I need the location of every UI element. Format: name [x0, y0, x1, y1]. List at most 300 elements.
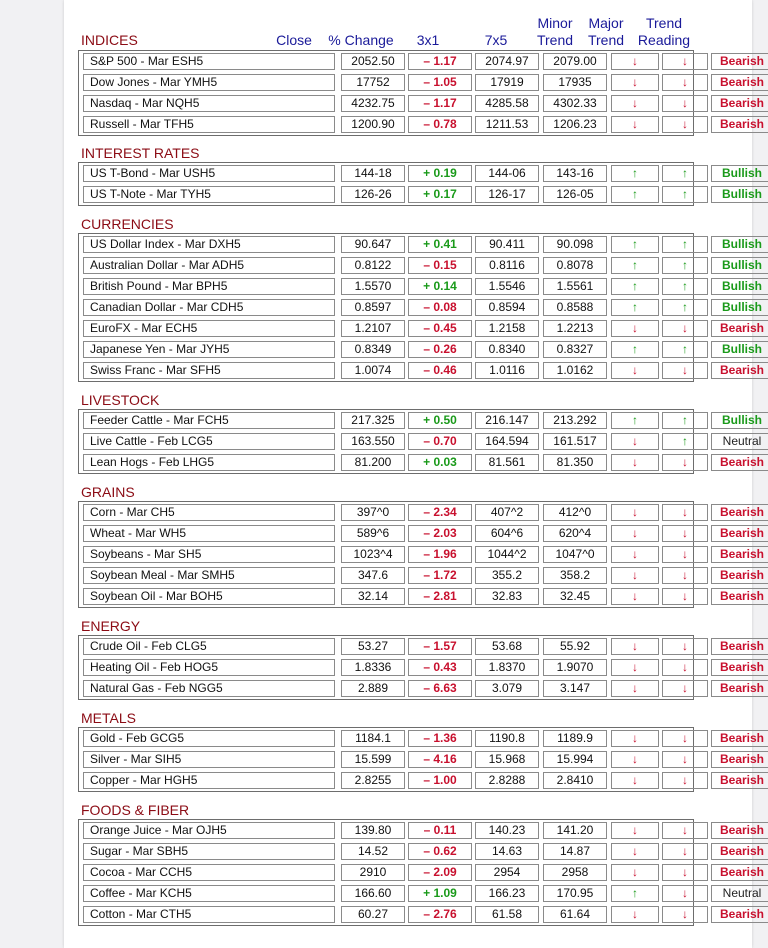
table-row: [79, 728, 765, 749]
three-by-one-value: 1.5546: [475, 278, 539, 295]
section-table-foods-fiber: [78, 819, 765, 926]
three-by-one-value: 164.594: [475, 433, 539, 450]
up-arrow-icon: ↑: [682, 300, 688, 314]
up-arrow-icon: ↑: [632, 279, 638, 293]
major-trend-cell: [662, 320, 708, 337]
contract-name: Dow Jones - Mar YMH5: [83, 74, 335, 91]
pct-change-value: – 0.26: [408, 341, 472, 358]
up-arrow-icon: ↑: [632, 237, 638, 251]
table-row: [79, 820, 765, 841]
three-by-one-value: 53.68: [475, 638, 539, 655]
major-trend-cell: [662, 53, 708, 70]
major-trend-cell: [662, 454, 708, 471]
close-value: 347.6: [341, 567, 405, 584]
close-value: 397^0: [341, 504, 405, 521]
seven-by-five-value: 2.8410: [543, 772, 607, 789]
table-row: [79, 339, 762, 360]
minor-trend-cell: [611, 278, 659, 295]
table-row: [79, 749, 765, 770]
table-row: [79, 841, 765, 862]
down-arrow-icon: ↓: [632, 455, 638, 469]
minor-trend-cell: [611, 504, 659, 521]
up-arrow-icon: ↑: [632, 166, 638, 180]
seven-by-five-value: 213.292: [543, 412, 607, 429]
down-arrow-icon: ↓: [682, 75, 688, 89]
pct-change-value: – 2.34: [408, 504, 472, 521]
table-row: [79, 360, 765, 381]
three-by-one-value: 2954: [475, 864, 539, 881]
pct-change-value: – 1.05: [408, 74, 472, 91]
three-by-one-value: 407^2: [475, 504, 539, 521]
close-value: 90.647: [341, 236, 405, 253]
down-arrow-icon: ↓: [632, 865, 638, 879]
three-by-one-value: 15.968: [475, 751, 539, 768]
down-arrow-icon: ↓: [682, 589, 688, 603]
minor-trend-cell: [611, 730, 659, 747]
pct-change-value: – 6.63: [408, 680, 472, 697]
down-arrow-icon: ↓: [682, 639, 688, 653]
contract-name: EuroFX - Mar ECH5: [83, 320, 335, 337]
minor-trend-cell: [611, 638, 659, 655]
up-arrow-icon: ↑: [682, 237, 688, 251]
close-value: 144-18: [341, 165, 405, 182]
seven-by-five-value: 2958: [543, 864, 607, 881]
contract-name: Coffee - Mar KCH5: [83, 885, 335, 902]
major-trend-cell: [662, 843, 708, 860]
major-trend-cell: [662, 433, 708, 450]
close-value: 4232.75: [341, 95, 405, 112]
header-close: Close: [276, 32, 312, 48]
minor-trend-cell: [611, 299, 659, 316]
down-arrow-icon: ↓: [682, 321, 688, 335]
minor-trend-cell: [611, 772, 659, 789]
seven-by-five-value: 4302.33: [543, 95, 607, 112]
trend-reading-value: Bearish: [711, 95, 768, 112]
close-value: 2.889: [341, 680, 405, 697]
pct-change-value: + 0.41: [408, 236, 472, 253]
table-row: [79, 862, 765, 883]
pct-change-value: – 4.16: [408, 751, 472, 768]
three-by-one-value: 0.8340: [475, 341, 539, 358]
section-table-metals: [78, 727, 765, 792]
three-by-one-value: 2074.97: [475, 53, 539, 70]
pct-change-value: – 1.17: [408, 95, 472, 112]
trend-reading-value: Bearish: [711, 74, 768, 91]
down-arrow-icon: ↓: [682, 907, 688, 921]
table-row: [79, 523, 765, 544]
major-trend-cell: [662, 412, 708, 429]
close-value: 2.8255: [341, 772, 405, 789]
section-table-livestock: [78, 409, 765, 474]
minor-trend-cell: [611, 186, 659, 203]
contract-name: Canadian Dollar - Mar CDH5: [83, 299, 335, 316]
major-trend-cell: [662, 680, 708, 697]
down-arrow-icon: ↓: [632, 568, 638, 582]
three-by-one-value: 355.2: [475, 567, 539, 584]
major-trend-cell: [662, 546, 708, 563]
close-value: 17752: [341, 74, 405, 91]
minor-trend-cell: [611, 906, 659, 923]
minor-trend-cell: [611, 751, 659, 768]
three-by-one-value: 144-06: [475, 165, 539, 182]
contract-name: Crude Oil - Feb CLG5: [83, 638, 335, 655]
pct-change-value: – 1.17: [408, 53, 472, 70]
up-arrow-icon: ↑: [632, 413, 638, 427]
contract-name: Sugar - Mar SBH5: [83, 843, 335, 860]
down-arrow-icon: ↓: [632, 752, 638, 766]
section-title-foods-fiber: FOODS & FIBER: [81, 802, 190, 818]
major-trend-cell: [662, 257, 708, 274]
trend-reading-value: Bearish: [711, 546, 768, 563]
contract-name: Lean Hogs - Feb LHG5: [83, 454, 335, 471]
table-row: [79, 544, 765, 565]
table-row: [79, 565, 765, 586]
down-arrow-icon: ↓: [632, 526, 638, 540]
seven-by-five-value: 0.8588: [543, 299, 607, 316]
down-arrow-icon: ↓: [682, 731, 688, 745]
section-title-indices: INDICES: [81, 32, 138, 48]
trend-reading-value: Bullish: [711, 299, 768, 316]
minor-trend-cell: [611, 567, 659, 584]
three-by-one-value: 61.58: [475, 906, 539, 923]
close-value: 139.80: [341, 822, 405, 839]
down-arrow-icon: ↓: [682, 844, 688, 858]
major-trend-cell: [662, 116, 708, 133]
minor-trend-cell: [611, 659, 659, 676]
three-by-one-value: 32.83: [475, 588, 539, 605]
minor-trend-cell: [611, 680, 659, 697]
major-trend-cell: [662, 772, 708, 789]
header-minor-trend-line1: Minor: [537, 15, 573, 31]
seven-by-five-value: 126-05: [543, 186, 607, 203]
seven-by-five-value: 32.45: [543, 588, 607, 605]
close-value: 126-26: [341, 186, 405, 203]
three-by-one-value: 1.8370: [475, 659, 539, 676]
pct-change-value: + 0.17: [408, 186, 472, 203]
header-3x1: 3x1: [416, 32, 440, 48]
minor-trend-cell: [611, 53, 659, 70]
table-row: [79, 51, 765, 72]
section-title-interest-rates: INTEREST RATES: [81, 145, 200, 161]
table-row: [79, 431, 762, 452]
pct-change-value: – 0.70: [408, 433, 472, 450]
down-arrow-icon: ↓: [682, 886, 688, 900]
minor-trend-cell: [611, 165, 659, 182]
seven-by-five-value: 358.2: [543, 567, 607, 584]
trend-reading-value: Bearish: [711, 504, 768, 521]
seven-by-five-value: 17935: [543, 74, 607, 91]
close-value: 217.325: [341, 412, 405, 429]
three-by-one-value: 2.8288: [475, 772, 539, 789]
up-arrow-icon: ↑: [682, 187, 688, 201]
major-trend-cell: [662, 95, 708, 112]
section-table-currencies: [78, 233, 765, 382]
seven-by-five-value: 143-16: [543, 165, 607, 182]
major-trend-cell: [662, 299, 708, 316]
down-arrow-icon: ↓: [632, 589, 638, 603]
major-trend-cell: [662, 906, 708, 923]
seven-by-five-value: 1.9070: [543, 659, 607, 676]
close-value: 14.52: [341, 843, 405, 860]
seven-by-five-value: 1.5561: [543, 278, 607, 295]
pct-change-value: – 0.46: [408, 362, 472, 379]
minor-trend-cell: [611, 362, 659, 379]
pct-change-value: + 0.03: [408, 454, 472, 471]
three-by-one-value: 1211.53: [475, 116, 539, 133]
trend-reading-value: Bullish: [711, 341, 768, 358]
trend-reading-value: Bearish: [711, 730, 768, 747]
trend-reading-value: Bearish: [711, 843, 768, 860]
major-trend-cell: [662, 341, 708, 358]
down-arrow-icon: ↓: [682, 54, 688, 68]
minor-trend-cell: [611, 257, 659, 274]
close-value: 1.0074: [341, 362, 405, 379]
section-table-interest-rates: [78, 162, 762, 206]
down-arrow-icon: ↓: [682, 823, 688, 837]
up-arrow-icon: ↑: [632, 258, 638, 272]
table-row: [79, 184, 762, 205]
down-arrow-icon: ↓: [632, 505, 638, 519]
up-arrow-icon: ↑: [682, 166, 688, 180]
up-arrow-icon: ↑: [682, 434, 688, 448]
down-arrow-icon: ↓: [632, 75, 638, 89]
minor-trend-cell: [611, 433, 659, 450]
three-by-one-value: 166.23: [475, 885, 539, 902]
pct-change-value: – 1.00: [408, 772, 472, 789]
table-row: [79, 452, 765, 473]
minor-trend-cell: [611, 843, 659, 860]
down-arrow-icon: ↓: [682, 96, 688, 110]
table-row: [79, 502, 765, 523]
trend-reading-value: Bearish: [711, 864, 768, 881]
trend-reading-value: Bearish: [711, 680, 768, 697]
seven-by-five-value: 161.517: [543, 433, 607, 450]
contract-name: Soybean Oil - Mar BOH5: [83, 588, 335, 605]
major-trend-cell: [662, 659, 708, 676]
seven-by-five-value: 141.20: [543, 822, 607, 839]
trend-reading-value: Bullish: [711, 257, 768, 274]
trend-reading-value: Bearish: [711, 822, 768, 839]
up-arrow-icon: ↑: [682, 413, 688, 427]
close-value: 60.27: [341, 906, 405, 923]
three-by-one-value: 1.2158: [475, 320, 539, 337]
down-arrow-icon: ↓: [682, 660, 688, 674]
minor-trend-cell: [611, 320, 659, 337]
down-arrow-icon: ↓: [632, 681, 638, 695]
seven-by-five-value: 3.147: [543, 680, 607, 697]
down-arrow-icon: ↓: [632, 321, 638, 335]
major-trend-cell: [662, 822, 708, 839]
pct-change-value: – 1.72: [408, 567, 472, 584]
seven-by-five-value: 15.994: [543, 751, 607, 768]
down-arrow-icon: ↓: [682, 526, 688, 540]
contract-name: Soybean Meal - Mar SMH5: [83, 567, 335, 584]
table-row: [79, 770, 765, 791]
pct-change-value: – 1.96: [408, 546, 472, 563]
down-arrow-icon: ↓: [682, 117, 688, 131]
contract-name: Nasdaq - Mar NQH5: [83, 95, 335, 112]
up-arrow-icon: ↑: [632, 342, 638, 356]
three-by-one-value: 604^6: [475, 525, 539, 542]
up-arrow-icon: ↑: [632, 886, 638, 900]
down-arrow-icon: ↓: [682, 773, 688, 787]
pct-change-value: – 2.76: [408, 906, 472, 923]
close-value: 2910: [341, 864, 405, 881]
major-trend-cell: [662, 504, 708, 521]
seven-by-five-value: 90.098: [543, 236, 607, 253]
trend-reading-value: Bearish: [711, 525, 768, 542]
three-by-one-value: 90.411: [475, 236, 539, 253]
trend-reading-value: Bearish: [711, 116, 768, 133]
pct-change-value: – 0.62: [408, 843, 472, 860]
table-row: [79, 234, 762, 255]
down-arrow-icon: ↓: [682, 752, 688, 766]
seven-by-five-value: 14.87: [543, 843, 607, 860]
three-by-one-value: 0.8594: [475, 299, 539, 316]
down-arrow-icon: ↓: [632, 363, 638, 377]
major-trend-cell: [662, 638, 708, 655]
down-arrow-icon: ↓: [632, 773, 638, 787]
contract-name: Feeder Cattle - Mar FCH5: [83, 412, 335, 429]
table-row: [79, 93, 765, 114]
section-title-metals: METALS: [81, 710, 136, 726]
contract-name: Copper - Mar HGH5: [83, 772, 335, 789]
pct-change-value: – 0.45: [408, 320, 472, 337]
major-trend-cell: [662, 730, 708, 747]
header-pct-change: % Change: [328, 32, 394, 48]
trend-reading-value: Bullish: [711, 165, 768, 182]
table-row: [79, 255, 762, 276]
three-by-one-value: 140.23: [475, 822, 539, 839]
major-trend-cell: [662, 278, 708, 295]
major-trend-cell: [662, 186, 708, 203]
down-arrow-icon: ↓: [682, 505, 688, 519]
minor-trend-cell: [611, 116, 659, 133]
major-trend-cell: [662, 864, 708, 881]
seven-by-five-value: 81.350: [543, 454, 607, 471]
minor-trend-cell: [611, 454, 659, 471]
close-value: 163.550: [341, 433, 405, 450]
down-arrow-icon: ↓: [632, 54, 638, 68]
trend-reading-value: Bearish: [711, 320, 768, 337]
minor-trend-cell: [611, 236, 659, 253]
close-value: 2052.50: [341, 53, 405, 70]
up-arrow-icon: ↑: [632, 300, 638, 314]
trend-reading-value: Bearish: [711, 454, 768, 471]
table-row: [79, 410, 762, 431]
seven-by-five-value: 61.64: [543, 906, 607, 923]
contract-name: Wheat - Mar WH5: [83, 525, 335, 542]
down-arrow-icon: ↓: [632, 96, 638, 110]
table-row: [79, 883, 762, 904]
close-value: 1.5570: [341, 278, 405, 295]
contract-name: Japanese Yen - Mar JYH5: [83, 341, 335, 358]
header-minor-trend-line2: Trend: [536, 32, 574, 48]
close-value: 32.14: [341, 588, 405, 605]
three-by-one-value: 1190.8: [475, 730, 539, 747]
close-value: 0.8597: [341, 299, 405, 316]
down-arrow-icon: ↓: [682, 568, 688, 582]
seven-by-five-value: 0.8327: [543, 341, 607, 358]
pct-change-value: – 0.08: [408, 299, 472, 316]
minor-trend-cell: [611, 341, 659, 358]
section-title-livestock: LIVESTOCK: [81, 392, 160, 408]
down-arrow-icon: ↓: [632, 731, 638, 745]
three-by-one-value: 1044^2: [475, 546, 539, 563]
minor-trend-cell: [611, 822, 659, 839]
pct-change-value: – 1.36: [408, 730, 472, 747]
trend-reading-value: Bullish: [711, 186, 768, 203]
minor-trend-cell: [611, 95, 659, 112]
three-by-one-value: 14.63: [475, 843, 539, 860]
close-value: 15.599: [341, 751, 405, 768]
pct-change-value: – 2.03: [408, 525, 472, 542]
contract-name: Cotton - Mar CTH5: [83, 906, 335, 923]
contract-name: Natural Gas - Feb NGG5: [83, 680, 335, 697]
up-arrow-icon: ↑: [682, 258, 688, 272]
contract-name: US Dollar Index - Mar DXH5: [83, 236, 335, 253]
major-trend-cell: [662, 525, 708, 542]
contract-name: Silver - Mar SIH5: [83, 751, 335, 768]
contract-name: Cocoa - Mar CCH5: [83, 864, 335, 881]
table-row: [79, 678, 765, 699]
major-trend-cell: [662, 567, 708, 584]
contract-name: Gold - Feb GCG5: [83, 730, 335, 747]
section-table-indices: [78, 50, 765, 136]
down-arrow-icon: ↓: [682, 363, 688, 377]
down-arrow-icon: ↓: [632, 823, 638, 837]
down-arrow-icon: ↓: [682, 681, 688, 695]
trend-reading-value: Neutral: [711, 885, 768, 902]
three-by-one-value: 1.0116: [475, 362, 539, 379]
seven-by-five-value: 1.2213: [543, 320, 607, 337]
trend-reading-value: Bearish: [711, 638, 768, 655]
down-arrow-icon: ↓: [632, 907, 638, 921]
close-value: 1200.90: [341, 116, 405, 133]
down-arrow-icon: ↓: [682, 547, 688, 561]
three-by-one-value: 216.147: [475, 412, 539, 429]
table-row: [79, 636, 765, 657]
close-value: 1.8336: [341, 659, 405, 676]
contract-name: US T-Bond - Mar USH5: [83, 165, 335, 182]
trend-reading-value: Bearish: [711, 772, 768, 789]
close-value: 589^6: [341, 525, 405, 542]
contract-name: Heating Oil - Feb HOG5: [83, 659, 335, 676]
contract-name: Soybeans - Mar SH5: [83, 546, 335, 563]
header-major-trend-line1: Major: [588, 15, 624, 31]
major-trend-cell: [662, 588, 708, 605]
pct-change-value: + 0.14: [408, 278, 472, 295]
trend-reading-value: Bearish: [711, 751, 768, 768]
section-title-energy: ENERGY: [81, 618, 141, 634]
section-table-energy: [78, 635, 765, 700]
three-by-one-value: 126-17: [475, 186, 539, 203]
pct-change-value: – 0.78: [408, 116, 472, 133]
three-by-one-value: 81.561: [475, 454, 539, 471]
contract-name: Swiss Franc - Mar SFH5: [83, 362, 335, 379]
pct-change-value: – 0.43: [408, 659, 472, 676]
table-row: [79, 318, 765, 339]
pct-change-value: – 2.81: [408, 588, 472, 605]
contract-name: British Pound - Mar BPH5: [83, 278, 335, 295]
close-value: 81.200: [341, 454, 405, 471]
section-title-grains: GRAINS: [81, 484, 135, 500]
close-value: 1023^4: [341, 546, 405, 563]
up-arrow-icon: ↑: [632, 187, 638, 201]
contract-name: Orange Juice - Mar OJH5: [83, 822, 335, 839]
section-title-currencies: CURRENCIES: [81, 216, 174, 232]
seven-by-five-value: 2079.00: [543, 53, 607, 70]
